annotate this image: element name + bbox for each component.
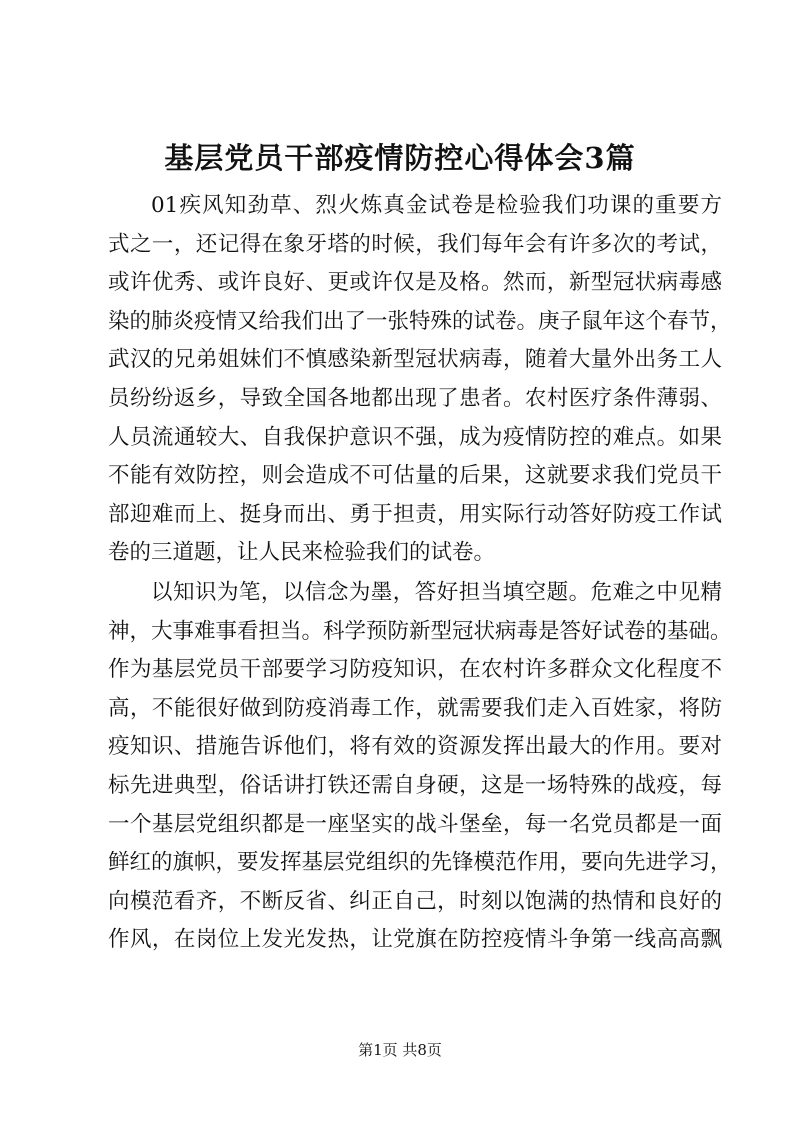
paragraph-1	[108, 187, 732, 573]
paragraph-line: 以知识为笔，以信念为墨，答好担当填空题。危难之中见精	[151, 579, 722, 605]
paragraph-line: 染的肺炎疫情又给我们出了一张特殊的试卷。庚子鼠年这个春节，	[108, 308, 732, 334]
paragraph-line: 高，不能很好做到防疫消毒工作，就需要我们走入百姓家，将防	[108, 695, 722, 721]
paragraph-line: 员纷纷返乡，导致全国各地都出现了患者。农村医疗条件薄弱、	[108, 385, 722, 411]
paragraph-line: 不能有效防控，则会造成不可估量的后果，这就要求我们党员干	[108, 463, 722, 489]
page-footer: 第1页 共8页	[358, 1041, 442, 1059]
paragraph-line: 作为基层党员干部要学习防疫知识，在农村许多群众文化程度不	[108, 657, 722, 683]
paragraph-line: 或许优秀、或许良好、更或许仅是及格。然而，新型冠状病毒感	[108, 270, 722, 296]
paragraph-line: 一个基层党组织都是一座坚实的战斗堡垒，每一名党员都是一面	[108, 811, 722, 837]
paragraph-line: 向模范看齐，不断反省、纠正自己，时刻以饱满的热情和良好的	[108, 888, 722, 914]
paragraph-line: 01疾风知劲草、烈火炼真金试卷是检验我们功课的重要方	[151, 193, 722, 218]
paragraph-line: 鲜红的旗帜，要发挥基层党组织的先锋模范作用，要向先进学习，	[108, 850, 732, 876]
document-body	[108, 187, 732, 960]
paragraph-line: 标先进典型，俗话讲打铁还需自身硬，这是一场特殊的战疫，每	[108, 772, 722, 798]
paragraph-line: 武汉的兄弟姐妹们不慎感染新型冠状病毒，随着大量外出务工人	[108, 347, 722, 373]
document-title: 基层党员干部疫情防控心得体会3篇	[164, 141, 636, 175]
paragraph-line: 人员流通较大、自我保护意识不强，成为疫情防控的难点。如果	[108, 424, 722, 450]
paragraph-line: 部迎难而上、挺身而出、勇于担责，用实际行动答好防疫工作试	[108, 501, 722, 527]
paragraph-line: 神，大事难事看担当。科学预防新型冠状病毒是答好试卷的基础。	[108, 618, 732, 644]
paragraph-2	[108, 574, 732, 960]
paragraph-line: 作风，在岗位上发光发热，让党旗在防控疫情斗争第一线高高飘	[108, 927, 722, 953]
paragraph-line: 疫知识、措施告诉他们，将有效的资源发挥出最大的作用。要对	[108, 734, 722, 760]
paragraph-line: 式之一，还记得在象牙塔的时候，我们每年会有许多次的考试，	[108, 231, 722, 257]
paragraph-line: 卷的三道题，让人民来检验我们的试卷。	[108, 540, 496, 566]
